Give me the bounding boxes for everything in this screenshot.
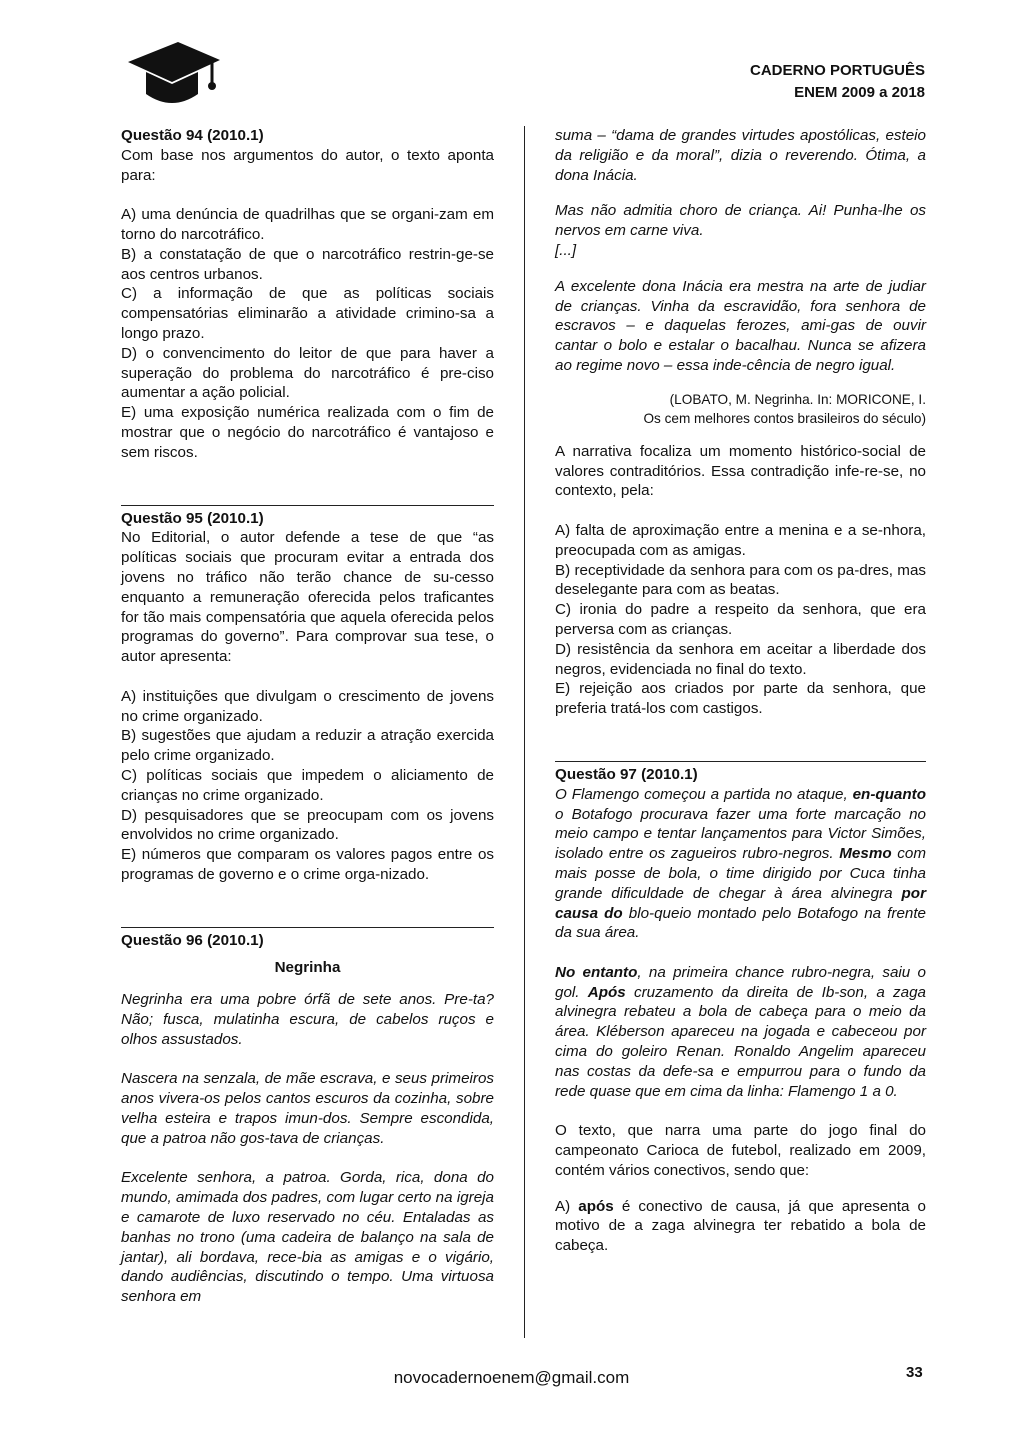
footer-email: novocadernoenem@gmail.com [393,1368,630,1387]
option-c: C) a informação de que as políticas sociais compensatórias eliminarão a atividade crimino-sa a longo prazo. [121,285,494,342]
question-title: Questão 95 (2010.1) [121,509,264,527]
option-e: E) rejeição aos criados por parte da senhora, que preferia tratá-los com castigos. [555,680,926,718]
text-paragraph: Excelente senhora, a patroa. Gorda, rica, dona do mundo, amimada dos padres, com lugar certo na igreja e camarote de luxo reservado no céu. Entaladas as banhas no trono (uma cadeira de balanço na sala de jantar), ali bordava, rece-bia as amigas e o vigário, dando audiências, discutindo o tempo. Uma virtuosa senhora em [121,1169,494,1306]
text-paragraph: suma – “dama de grandes virtudes apostólicas, esteio da religião e da moral”, dizia o reverendo. Ótima, a dona Inácia. [555,127,926,184]
question-title: Questão 94 (2010.1) [121,127,264,144]
option-a: A) após é conectivo de causa, já que apresenta o motivo de a zaga alvinegra ter rebatido a bola de cabeça. [555,1197,926,1255]
question-96-continued [555,126,926,719]
question-separator [555,761,926,762]
question-title: Questão 96 (2010.1) [121,931,264,949]
page-number: 33 [906,1364,923,1381]
option-c: C) políticas sociais que impedem o aliciamento de crianças no crime organizado. [121,766,494,804]
source-citation-line-1: (LOBATO, M. Negrinha. In: MORICONE, I. [669,391,926,407]
question-97 [555,765,926,1256]
question-title: Questão 97 (2010.1) [555,765,698,783]
question-stem: Com base nos argumentos do autor, o texto aponta para: [121,146,494,184]
option-b: B) receptividade da senhora para com os pa-dres, mas deselegante para com as beatas. [555,561,926,599]
left-column [121,126,494,1307]
question-94 [121,126,494,463]
text-paragraph: Negrinha era uma pobre órfã de sete anos. Pre-ta? Não; fusca, mulatinha escura, de cabelos ruços e olhos assustados. [121,991,494,1048]
source-citation-line-2: Os cem melhores contos brasileiros do século) [643,410,926,426]
question-separator [121,505,494,506]
question-95 [121,509,494,885]
question-96 [121,931,494,1307]
text-paragraph: Mas não admitia choro de criança. Ai! Punha-lhe os nervos em carne viva. [555,202,926,240]
option-a: A) instituições que divulgam o crescimento de jovens no crime organizado. [121,687,494,725]
option-d: D) pesquisadores que se preocupam com os jovens envolvidos no crime organizado. [121,806,494,844]
graduation-cap-icon [126,38,222,108]
text-paragraph: Nascera na senzala, de mãe escrava, e seus primeiros anos vivera-os pelos cantos escuros da cozinha, sobre velha esteira e trapos imun-dos. Sempre escondida, que a patroa não gos-tava de crianças. [121,1070,494,1147]
option-b: B) a constatação de que o narcotráfico restrin-ge-se aos centros urbanos. [121,245,494,283]
header-line-1: CADERNO PORTUGUÊS [749,62,925,79]
header-line-2: ENEM 2009 a 2018 [794,84,925,101]
option-c: C) ironia do padre a respeito da senhora, que era perversa com as crianças. [555,601,926,638]
option-a: A) falta de aproximação entre a menina e a se-nhora, preocupada com as amigas. [555,521,926,559]
text-title: Negrinha [274,959,341,977]
option-d: D) o convencimento do leitor de que para haver a superação do problema do narcotráfico é pre-ciso aumentar a ação policial. [121,344,494,402]
question-separator [121,927,494,928]
text-ellipsis: [...] [555,241,577,259]
question-stem: A narrativa focaliza um momento histórico-social de valores contraditórios. Essa contradição infe-re-se, no contexto, pela: [555,442,926,500]
question-stem: No Editorial, o autor defende a tese de que “as políticas sociais que procuram evitar a entrada dos jovens no tráfico não terão chance de su-cesso enquanto a remuneração oferecida pelos traficantes for tão mais compensatória que aquela oferecida pelos programas do governo”. Para comprovar sua tese, o autor apresenta: [121,529,494,666]
option-e: E) números que comparam os valores pagos entre os programas de governo e o crime orga-nizado. [121,846,494,883]
column-divider [524,126,525,1338]
right-column [555,126,926,1256]
text-paragraph: No entanto, na primeira chance rubro-negra, saiu o gol. Após cruzamento da direita de Ib-son, a zaga alvinegra rebateu a bola de cabeça para o meio da área. Kléberson apareceu na jogada e cabeceou por cima do goleiro Renan. Ronaldo Angelim apareceu nas costas da defe-sa e empurrou para o fundo da rede quase que em cima da linha: Flamengo 1 a 0. [555,963,926,1100]
option-a: A) uma denúncia de quadrilhas que se organi-zam em torno do narcotráfico. [121,206,494,243]
text-paragraph: A excelente dona Inácia era mestra na arte de judiar de crianças. Vinha da escravidão, fora senhora de escravos – e daquelas ferozes, ami-gas de ouvir cantar o bolo e estalar o bacalhau. Nunca se afizera ao regime novo – essa inde-cência de negro igual. [555,277,926,374]
option-b: B) sugestões que ajudam a reduzir a atração exercida pelo crime organizado. [121,727,494,765]
option-d: D) resistência da senhora em aceitar a liberdade dos negros, evidenciada no final do texto. [555,640,926,678]
page-header [750,60,925,104]
question-stem: O texto, que narra uma parte do jogo final do campeonato Carioca de futebol, realizado em 2009, contém vários conectivos, sendo que: [555,1122,926,1179]
text-paragraph: O Flamengo começou a partida no ataque, en-quanto o Botafogo procurava fazer uma forte marcação no meio campo e tentar lançamentos para Victor Simões, isolado entre os zagueiros rubro-negros. Mesmo com mais posse de bola, o time dirigido por Cuca tinha grande dificuldade de chegar à área alvinegra por causa do blo-queio montado pelo Botafogo na frente da sua área. [555,785,926,942]
option-e: E) uma exposição numérica realizada com o fim de mostrar que o negócio do narcotráfico é vantajoso e sem riscos. [121,404,494,461]
